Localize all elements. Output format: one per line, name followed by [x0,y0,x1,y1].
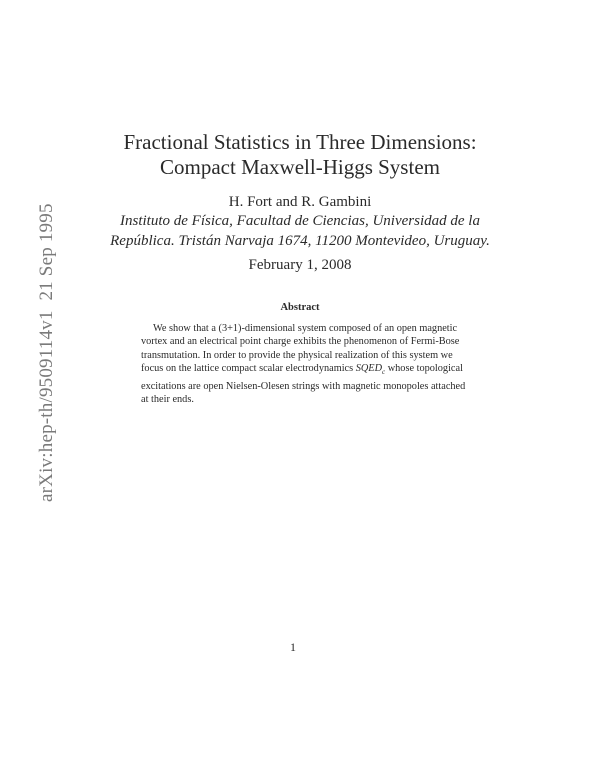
abstract-line-4-pre: focus on the lattice compact scalar electrodynamics [141,363,356,375]
title-line-2: Compact Maxwell-Higgs System [160,155,440,179]
abstract-line-2: vortex and an electrical point charge exhibits the phenomenon of Fermi-Bose [141,336,460,348]
affiliation-line-1: Instituto de Física, Facultad de Ciencias, Universidad de la [120,213,480,229]
sqed-math-symbol [355,363,386,377]
abstract-line-1: We show that a (3+1)-dimensional system composed of an open magnetic [153,323,458,334]
abstract-body [141,322,476,406]
affiliation [0,211,600,251]
arxiv-identifier-stamp: arXiv:hep-th/9509114v1 21 Sep 1995 [36,203,57,502]
abstract-line-5: excitations are open Nielsen-Olesen strings with magnetic monopoles attached [141,380,466,392]
date: February 1, 2008 [248,257,352,273]
abstract-heading: Abstract [280,302,320,313]
sqed-math-base: SQED [355,363,383,375]
authors: H. Fort and R. Gambini [228,194,372,210]
abstract-line-3: transmutation. In order to provide the physical realization of this system we [141,349,453,361]
abstract-line-4 [141,362,476,379]
paper-title [0,130,600,180]
sqed-math-subscript: c [382,368,386,377]
affiliation-line-2: República. Tristán Narvaja 1674, 11200 Montevideo, Uruguay. [110,233,490,249]
abstract-line-4-post: whose topological [385,363,463,375]
page-number: 1 [290,640,296,654]
title-line-1: Fractional Statistics in Three Dimensions: [123,130,477,154]
abstract-line-6: at their ends. [141,394,194,406]
